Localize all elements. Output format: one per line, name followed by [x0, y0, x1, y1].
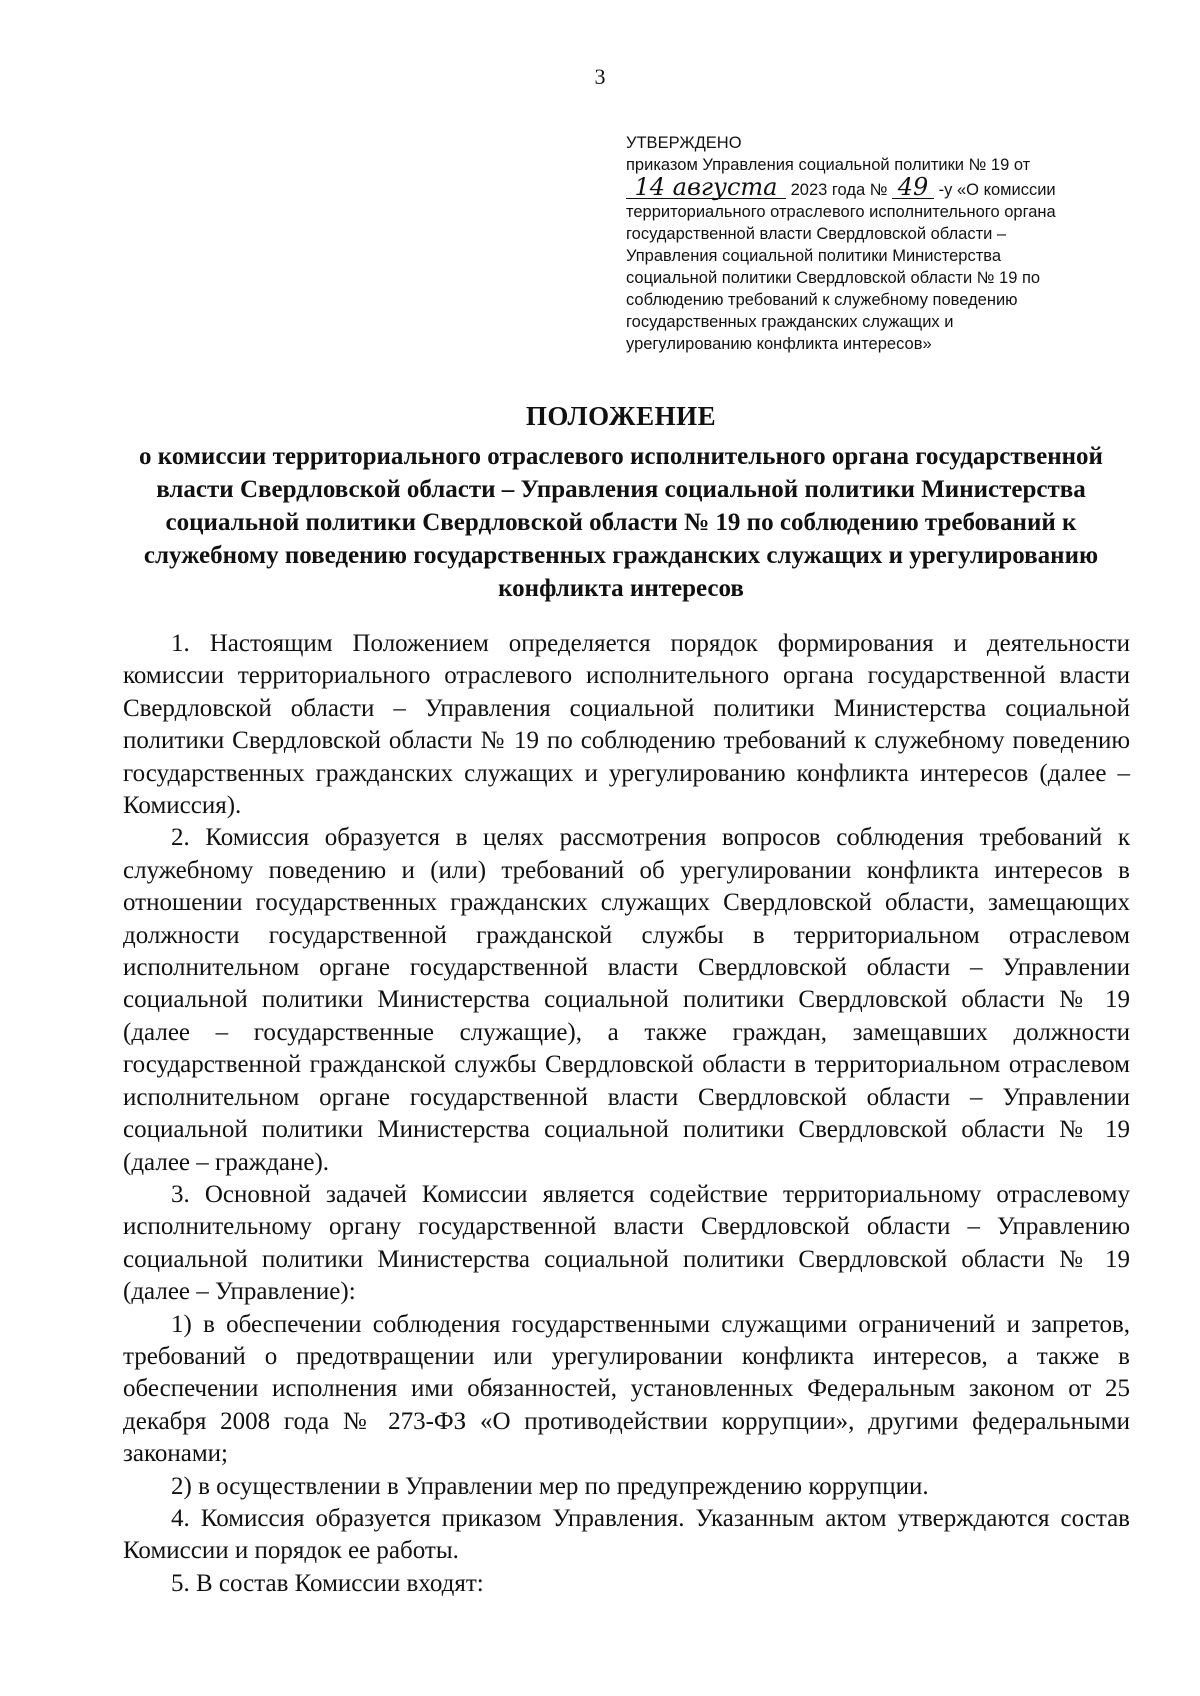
paragraph: 2. Комиссия образуется в целях рассмотрения вопросов соблюдения требований к служебному поведению и (или) требований об урегулировании конфликта интересов в отношении государственных гражданских служащих Свердловской области, замещающих должности государственной гражданской службы в территориальном отраслевом исполнительном органе государственной власти Свердловской области – Управлении социальной политики Министерства социальной политики Свердловской области № 19 (далее – государственные служащие), а также граждан, замещавших должности государственной гражданской службы Свердловской области в территориальном отраслевом исполнительном органе государственной власти Свердловской области – Управлении социальной политики Министерства социальной политики Свердловской области № 19 (далее – граждане). — [123, 824, 1130, 1176]
approval-line-suffix: -у «О комиссии — [938, 181, 1056, 199]
paragraph: 2) в осуществлении в Управлении мер по предупреждению коррупции. — [171, 1472, 929, 1500]
document-body — [123, 628, 1130, 1600]
approval-line: Управления социальной политики Министерства — [626, 247, 1002, 265]
document-subtitle: о комиссии территориального отраслевого исполнительного органа государственной власти Свердловской области – Управления социальной политики Министерства социальной политики Свердловской области № 19 по соблюдению требований к служебному поведению государственных гражданских служащих и урегулированию конфликта интересов — [139, 443, 1103, 602]
approval-line: социальной политики Свердловской области № 19 по — [626, 269, 1041, 287]
approval-date-line — [626, 173, 1126, 201]
paragraph: 1) в обеспечении соблюдения государственными служащими ограничений и запретов, требований о предотвращении или урегулировании конфликта интересов, а также в обеспечении исполнения ими обязанностей, установленных Федеральным законом от 25 декабря 2008 года № 273-ФЗ «О противодействии коррупции», другими федеральными законами; — [123, 1310, 1130, 1468]
document-header — [110, 400, 1132, 605]
approval-year: 2023 года № — [790, 181, 888, 199]
approval-line: территориального отраслевого исполнительного органа — [626, 203, 1056, 221]
approval-line: соблюдению требований к служебному поведению — [626, 291, 1018, 309]
paragraph: 5. В состав Комиссии входят: — [171, 1569, 484, 1597]
document-title: ПОЛОЖЕНИЕ — [525, 401, 717, 431]
paragraph: 1. Настоящим Положением определяется порядок формирования и деятельности комиссии территориального отраслевого исполнительного органа государственной власти Свердловской области – Управления социальной политики Министерства социальной политики Свердловской области № 19 по соблюдению требований к служебному поведению государственных гражданских служащих и урегулированию конфликта интересов (далее – Комиссия). — [123, 630, 1130, 820]
approval-line: государственных гражданских служащих и — [626, 313, 954, 331]
page-number: 3 — [594, 64, 606, 89]
handwritten-date: 14 августа — [626, 176, 786, 199]
paragraph: 4. Комиссия образуется приказом Управления. Указанным актом утверждаются состав Комиссии и порядок ее работы. — [123, 1504, 1130, 1565]
paragraph: 3. Основной задачей Комиссии является содействие территориальному отраслевому исполнительному органу государственной власти Свердловской области – Управлению социальной политики Министерства социальной политики Свердловской области № 19 (далее – Управление): — [123, 1180, 1130, 1306]
approval-line: урегулированию конфликта интересов» — [626, 335, 932, 353]
approval-heading: УТВЕРЖДЕНО — [626, 134, 742, 152]
handwritten-number: 49 — [892, 176, 934, 199]
approval-line: приказом Управления социальной политики № 19 от — [626, 156, 1031, 174]
approval-stamp-block — [626, 132, 1126, 355]
approval-line: государственной власти Свердловской области – — [626, 225, 1007, 243]
